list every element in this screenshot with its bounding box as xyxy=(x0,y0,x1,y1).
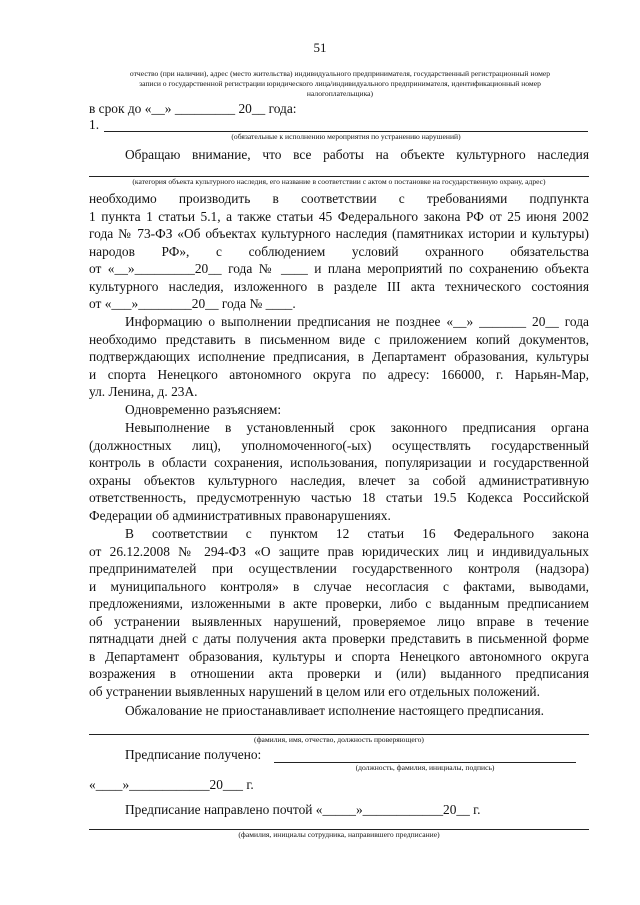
mailed-line: Предписание направлено почтой «_____»____________20__ г. xyxy=(125,802,481,817)
caption-top-line-1: отчество (при наличии), адрес (место жительства) индивидуального предпринимателя, государственный регистрационный номер xyxy=(129,69,551,78)
paragraph-5-line: в Департамент образования, культуры и спорта Ненецкого автономного округа xyxy=(89,648,589,664)
received-label: Предписание получено: xyxy=(125,747,262,762)
paragraph-1-line: от «___»________20__ года № ____. xyxy=(89,296,296,311)
paragraph-1-line: культурного наследия, изложенного в разделе III акта технического состояния xyxy=(89,278,589,294)
paragraph-1-line: года № 73-ФЗ «Об объектах культурного наследия (памятниках истории и культуры) xyxy=(89,226,589,241)
paragraph-2-line: и спорта Ненецкого автономного округа по адресу: 166000, г. Нарьян-Мар, xyxy=(89,366,589,382)
caption-inspector: (фамилия, имя, отчество, должность проверяющего) xyxy=(254,735,424,744)
attention-line: Обращаю внимание, что все работы на объекте культурного наследия xyxy=(125,147,589,162)
paragraph-5-line: возражения в отношении акта проверки и (или) выданного предписания xyxy=(89,666,589,681)
paragraph-3: Одновременно разъясняем: xyxy=(125,402,282,417)
caption-sender: (фамилия, инициалы сотрудника, направившего предписание) xyxy=(238,830,440,839)
paragraph-4-line: Федерации об административных правонарушениях. xyxy=(89,507,391,523)
paragraph-1-line: от «__»_________20__ года № ____ и плана мероприятий по сохранению объекта xyxy=(89,261,589,276)
caption-top-line-3: налогоплательщика) xyxy=(306,89,374,98)
paragraph-1-line: необходимо производить в соответствии с требованиями подпункта xyxy=(89,191,589,206)
paragraph-4-line: контроль в области сохранения, использования, популяризации и государственной xyxy=(89,455,589,470)
paragraph-2-line: необходимо представить в письменном виде с приложением копий документов, xyxy=(89,331,589,347)
paragraph-4-line: охраны объектов культурного наследия, влечет за собой административную xyxy=(89,472,589,488)
paragraph-5-line: В соответствии с пунктом 12 статьи 16 Федерального закона xyxy=(125,526,589,541)
paragraph-6: Обжалование не приостанавливает исполнение настоящего предписания. xyxy=(125,703,544,718)
deadline-line: в срок до «__» _________ 20__ года: xyxy=(89,101,297,116)
paragraph-2-line: подтверждающих исполнение предписания, в Департамент образования, культуры xyxy=(89,349,589,364)
paragraph-5-line: и муниципального контроля» в случае несогласия с фактами, выводами, xyxy=(89,578,589,594)
paragraph-4-line: (должностных лиц), уполномоченного(-ых) осуществлять государственный xyxy=(89,437,589,453)
paragraph-1-line: народов РФ», с соблюдением условий охранного обязательства xyxy=(89,243,589,259)
paragraph-5-line: предложениями, изложенными в акте проверки, либо с выданным предписанием xyxy=(89,596,589,611)
paragraph-2-line: Информацию о выполнении предписания не позднее «__» _______ 20__ года xyxy=(125,314,589,329)
paragraph-4-line: ответственность, предусмотренную частью 18 статьи 19.5 Кодекса Российской xyxy=(89,490,589,505)
paragraph-5-line: от 26.12.2008 № 294-ФЗ «О защите прав юридических лиц и индивидуальных xyxy=(89,543,589,559)
paragraph-5-line: об устранении выявленных нарушений, проверяемое лицо вправе в течение xyxy=(89,613,589,629)
item-1-number: 1. xyxy=(89,117,100,132)
paragraph-1-line: 1 пункта 1 статьи 5.1, а также статьи 45 Федерального закона РФ от 25 июня 2002 xyxy=(89,208,589,224)
paragraph-5-line: об устранении выявленных нарушений в целом или его отдельных положений. xyxy=(89,683,540,699)
caption-top-line-2: записи о государственной регистрации юридического лица/индивидуального предпринимателя, идентификационный номер xyxy=(139,79,541,88)
paragraph-4-line: Невыполнение в установленный срок законного предписания органа xyxy=(125,420,589,435)
received-date: «____»____________20___ г. xyxy=(89,777,254,792)
page-number: 51 xyxy=(313,40,327,55)
paragraph-2-line: ул. Ленина, д. 23А. xyxy=(89,384,198,399)
caption-category: (категория объекта культурного наследия, его название в соответствии с актом о постановке на государственную охрану, адрес) xyxy=(132,177,546,186)
paragraph-5-line: предпринимателей при осуществлении государственного контроля (надзора) xyxy=(89,561,589,576)
paragraph-5-line: пятнадцати дней с даты получения акта проверки представить в письменной форме xyxy=(89,631,589,646)
caption-received: (должность, фамилия, инициалы, подпись) xyxy=(355,763,495,772)
caption-measures: (обязательные к исполнению мероприятия по устранению нарушений) xyxy=(231,132,461,141)
